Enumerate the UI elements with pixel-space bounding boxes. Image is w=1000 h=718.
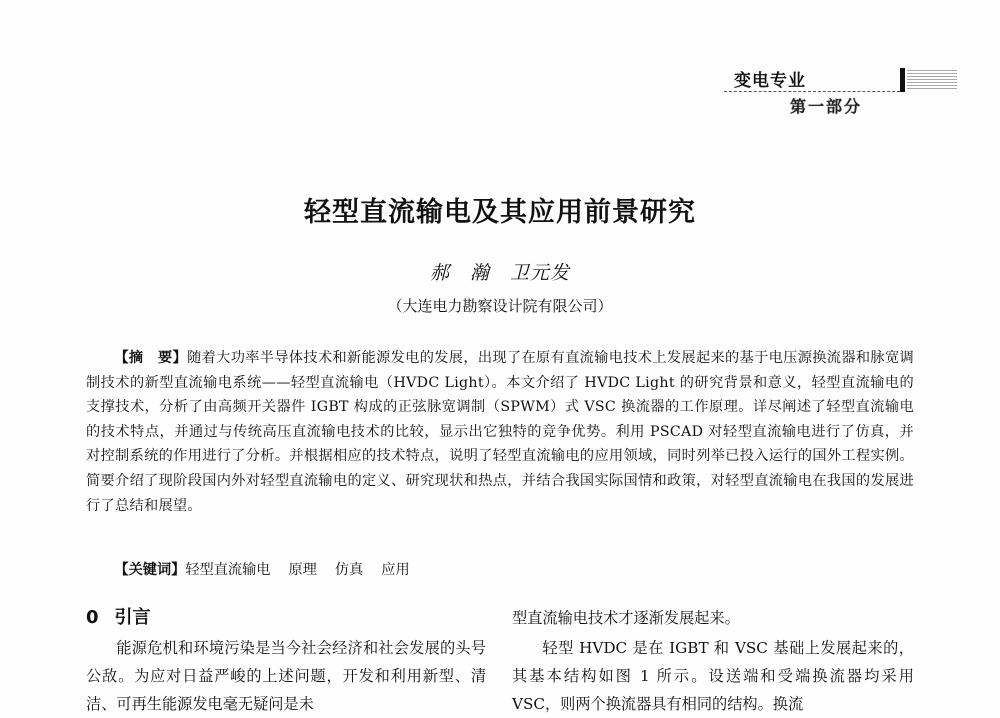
- abstract-text: 随着大功率半导体技术和新能源发电的发展，出现了在原有直流输电技术上发展起来的基于电压源换流器和脉宽调制技术的新型直流输电系统——轻型直流输电（HVDC Light）。本文介绍了 HVDC Light 的研究背景和意义，轻型直流输电的支撑技术，分析了由高频开关器件 IGBT 构成的正弦脉宽调制（SPWM）式 VSC 换流器的工作原理。详尽阐述了轻型直流输电的技术特点，并通过与传统高压直流输电技术的比较，显示出它独特的竞争优势。利用 PSCAD 对轻型直流输电进行了仿真，并对控制系统的作用进行了分析。并根据相应的技术特点，说明了轻型直流输电的应用领域，同时列举已投入运行的国外工程实例。简要介绍了现阶段国内外对轻型直流输电的定义、研究现状和热点，并结合我国实际国情和政策，对轻型直流输电在我国的发展进行了总结和展望。: [86, 350, 914, 514]
- keywords: [86, 558, 914, 582]
- paper-authors: 郝 瀚 卫元发: [429, 262, 570, 284]
- keyword: 仿真: [334, 562, 364, 578]
- keyword: 原理: [288, 562, 317, 578]
- section-number: 0: [86, 607, 99, 628]
- keywords-label: 【关键词】: [114, 562, 186, 578]
- body-paragraph-continuation: 型直流输电技术才逐渐发展起来。: [512, 609, 740, 627]
- section-title: 引言: [114, 607, 151, 628]
- keyword: 应用: [381, 562, 410, 578]
- keyword: 轻型直流输电: [185, 562, 271, 578]
- section-header: [720, 64, 970, 124]
- header-bar-icon: [900, 68, 905, 92]
- section-heading: [86, 604, 486, 632]
- header-stripes-icon: [907, 70, 957, 90]
- section-divider: [724, 91, 900, 92]
- abstract-label: 【摘 要】: [114, 350, 188, 366]
- body-column-left: [86, 604, 486, 718]
- body-paragraph: 轻型 HVDC 是在 IGBT 和 VSC 基础上发展起来的，其基本结构如图 1 所示。设送端和受端换流器均采用 VSC，则两个换流器具有相同的结构。换流: [512, 639, 914, 713]
- paper-affiliation: （大连电力勘察设计院有限公司）: [387, 297, 613, 315]
- body-paragraph: 能源危机和环境污染是当今社会经济和社会发展的头号公敌。为应对日益严峻的上述问题，开发和利用新型、清洁、可再生能源发电毫无疑问是未: [86, 639, 486, 713]
- section-name: 变电专业: [734, 71, 806, 91]
- body-column-right: [512, 604, 914, 718]
- part-label: 第一部分: [790, 97, 863, 116]
- abstract: [86, 346, 914, 518]
- paper-title: 轻型直流输电及其应用前景研究: [304, 197, 696, 228]
